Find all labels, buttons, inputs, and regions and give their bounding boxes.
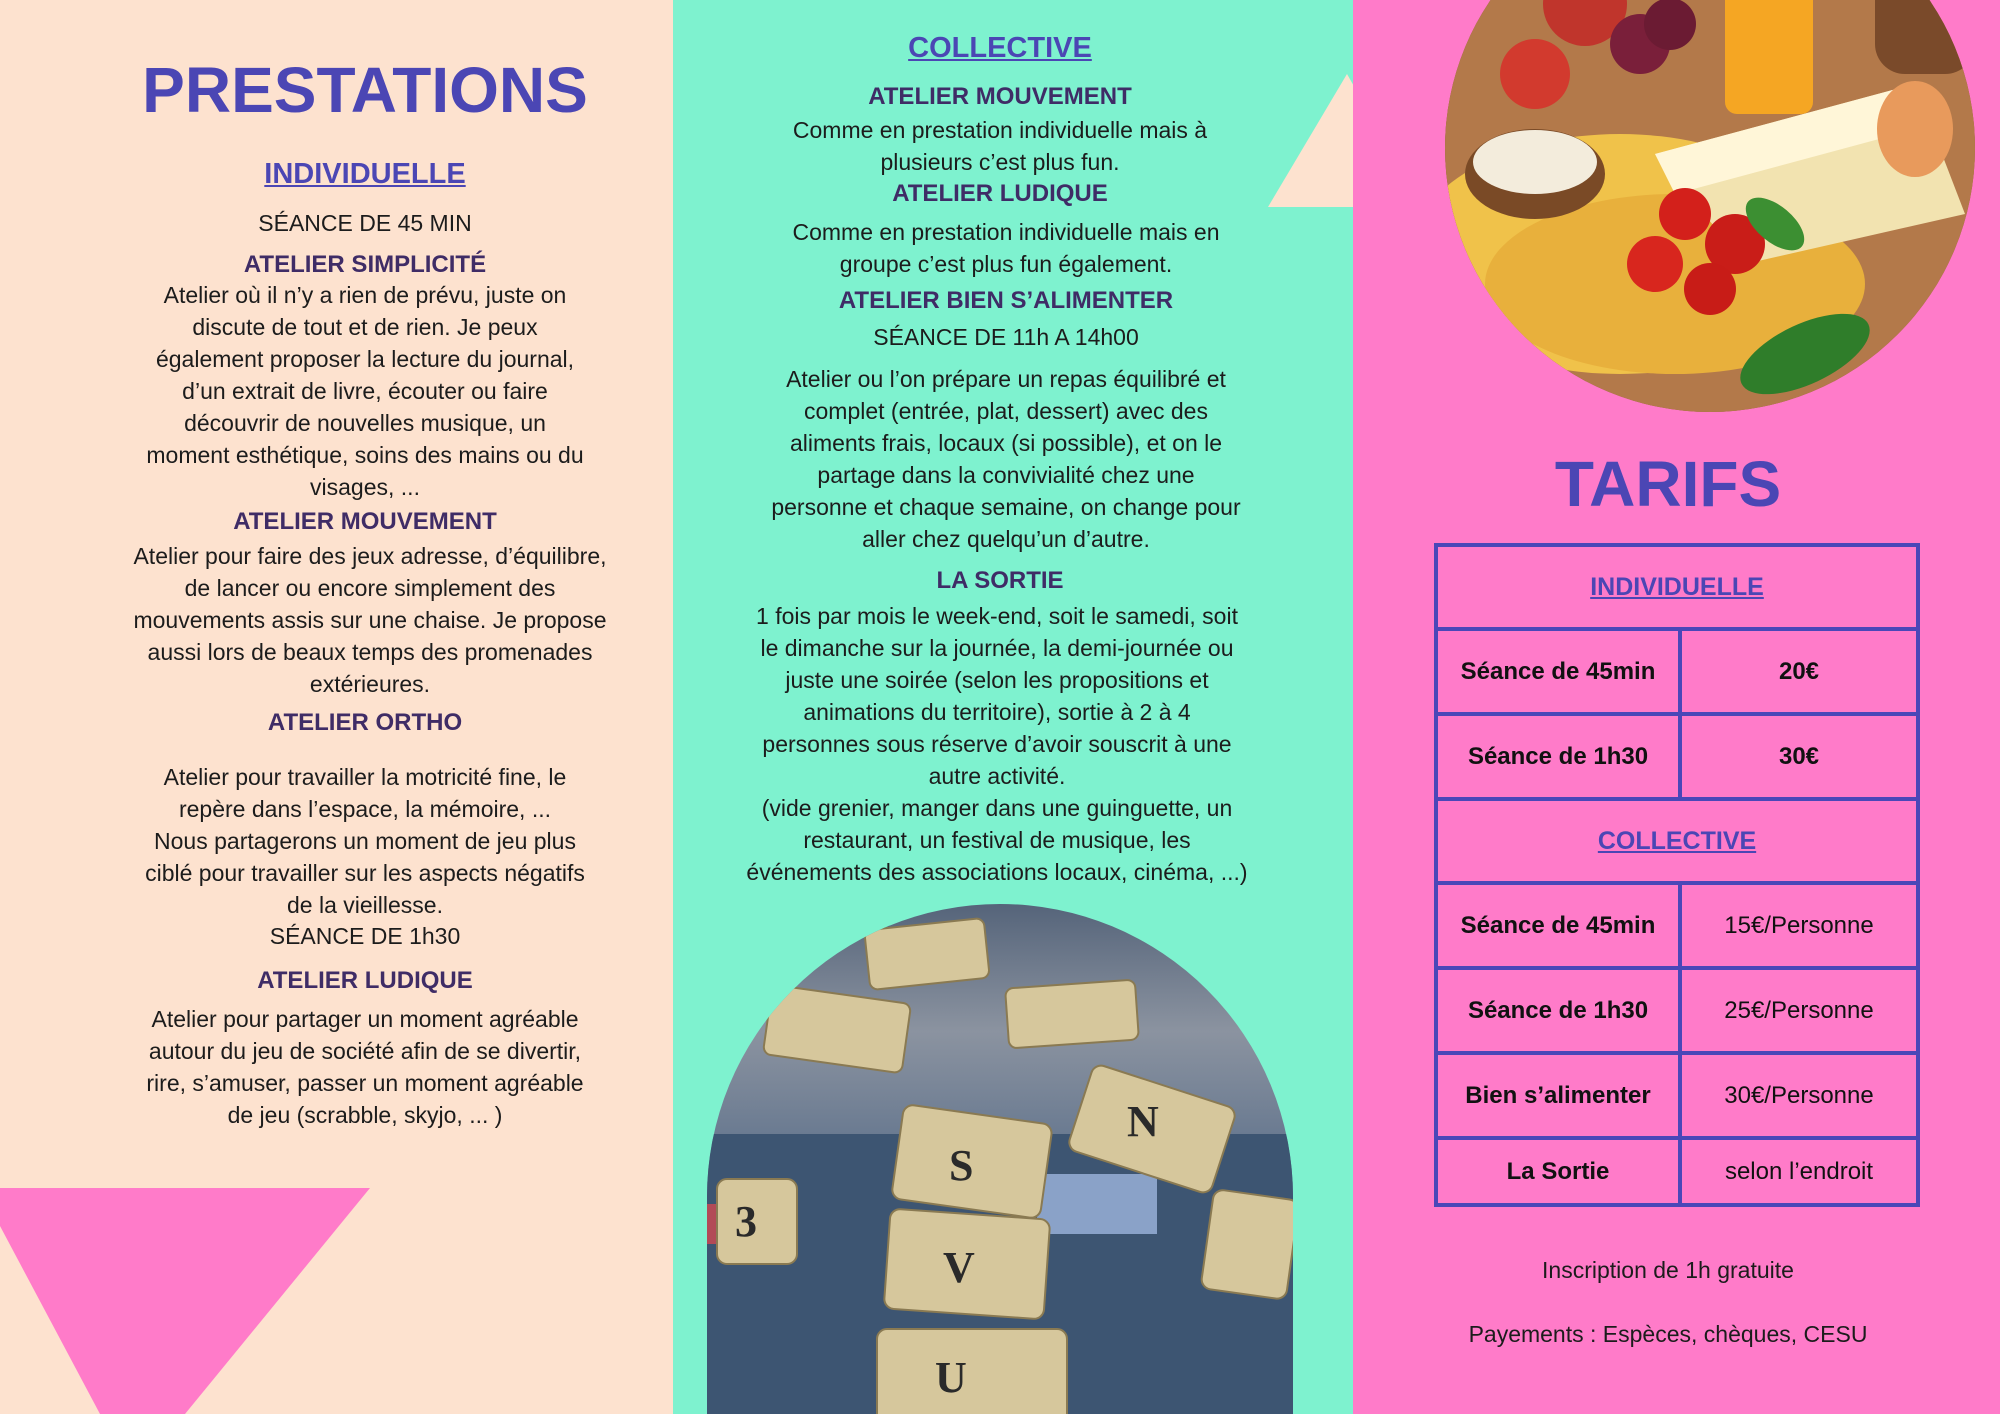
text-line: plusieurs c’est plus fun. — [880, 149, 1120, 175]
scrabble-tiles-illustration — [707, 904, 1293, 1414]
pink-triangle-decoration — [0, 1188, 370, 1414]
row-label: Séance de 1h30 — [1436, 714, 1680, 799]
text-line: groupe c’est plus fun également. — [839, 251, 1173, 277]
text-line: découvrir de nouvelles musique, un — [184, 410, 546, 436]
text-line: moment esthétique, soins des mains ou du — [146, 442, 584, 468]
table-header-cell — [1436, 545, 1918, 629]
text-line: Atelier pour travailler la motricité fine, le — [163, 764, 567, 790]
text-line: autre activité. — [928, 763, 1066, 789]
collective-ludique-text — [673, 216, 1339, 280]
text-line: complet (entrée, plat, dessert) avec des — [804, 398, 1208, 424]
text-line: extérieures. — [309, 671, 431, 697]
seance-1h30-label: SÉANCE DE 1h30 — [269, 923, 461, 949]
svg-text:S: S — [949, 1141, 974, 1190]
table-row — [1436, 714, 1918, 799]
text-line: également proposer la lecture du journal, — [155, 346, 575, 372]
tarifs-title: TARIFS — [1554, 448, 1782, 520]
row-label: Bien s’alimenter — [1436, 1053, 1680, 1138]
text-line: rire, s’amuser, passer un moment agréable — [146, 1070, 584, 1096]
row-price: 25€/Personne — [1680, 968, 1918, 1053]
collective-sortie-title: LA SORTIE — [936, 567, 1064, 594]
row-label: La Sortie — [1436, 1138, 1680, 1205]
text-line: Comme en prestation individuelle mais à — [792, 117, 1208, 143]
atelier-simplicite-text — [0, 279, 673, 503]
row-label: Séance de 45min — [1436, 629, 1680, 714]
text-line: Atelier où il n’y a rien de prévu, juste on — [163, 282, 567, 308]
atelier-ludique-text — [0, 1003, 673, 1131]
collective-ludique-title: ATELIER LUDIQUE — [892, 180, 1108, 207]
atelier-ludique-title: ATELIER LUDIQUE — [257, 967, 473, 994]
table-row — [1436, 799, 1918, 883]
text-line: discute de tout et de rien. Je peux — [192, 314, 538, 340]
text-line: de la vieillesse. — [287, 892, 443, 918]
panel-collective — [673, 0, 1353, 1414]
atelier-ortho-title: ATELIER ORTHO — [267, 709, 463, 736]
text-line: Comme en prestation individuelle mais en — [792, 219, 1220, 245]
text-line: ciblé pour travailler sur les aspects négatifs — [145, 860, 585, 886]
table-row — [1436, 1138, 1918, 1205]
svg-text:3: 3 — [735, 1197, 757, 1246]
table-row — [1436, 1053, 1918, 1138]
row-price: 30€ — [1680, 714, 1918, 799]
text-line: aller chez quelqu’un d’autre. — [862, 526, 1150, 552]
table-row — [1436, 968, 1918, 1053]
peach-triangle-decoration — [1268, 74, 1353, 208]
table-row — [1436, 545, 1918, 629]
tarifs-individuelle-header: INDIVIDUELLE — [1590, 572, 1764, 601]
tarifs-collective-header: COLLECTIVE — [1597, 826, 1757, 855]
collective-sortie-text — [673, 600, 1321, 888]
row-price: selon l’endroit — [1680, 1138, 1918, 1205]
text-line: (vide grenier, manger dans une guinguette, un — [761, 795, 1233, 821]
collective-alimenter-seance: SÉANCE DE 11h A 14h00 — [873, 324, 1139, 350]
row-label: Séance de 1h30 — [1436, 968, 1680, 1053]
page-title: PRESTATIONS — [142, 54, 588, 126]
svg-text:N: N — [1127, 1097, 1159, 1146]
svg-text:U: U — [935, 1353, 967, 1402]
text-line: de jeu (scrabble, skyjo, ... ) — [227, 1102, 503, 1128]
text-line: animations du territoire), sortie à 2 à 4 — [803, 699, 1191, 725]
atelier-mouvement-title: ATELIER MOUVEMENT — [233, 508, 497, 535]
text-line: Nous partagerons un moment de jeu plus — [154, 828, 576, 854]
text-line: repère dans l’espace, la mémoire, ... — [178, 796, 551, 822]
table-row — [1436, 629, 1918, 714]
text-line: d’un extrait de livre, écouter ou faire — [182, 378, 548, 404]
collective-alimenter-title: ATELIER BIEN S’ALIMENTER — [838, 287, 1174, 314]
scrabble-photo — [707, 904, 1293, 1414]
text-line: juste une soirée (selon les propositions et — [785, 667, 1209, 693]
text-line: Atelier pour partager un moment agréable — [151, 1006, 579, 1032]
text-line: de lancer ou encore simplement des — [184, 575, 556, 601]
collective-mouvement-text — [673, 114, 1327, 178]
text-line: personne et chaque semaine, on change pour — [771, 494, 1241, 520]
text-line: aliments frais, locaux (si possible), et on le — [789, 430, 1223, 456]
text-line: événements des associations locaux, cinéma, ...) — [746, 859, 1248, 885]
food-photo — [1445, 0, 1975, 412]
table-header-cell — [1436, 799, 1918, 883]
text-line: aussi lors de beaux temps des promenades — [147, 639, 593, 665]
text-line: Atelier ou l’on prépare un repas équilibré et — [786, 366, 1226, 392]
collective-alimenter-text — [673, 363, 1339, 555]
atelier-simplicite-title: ATELIER SIMPLICITÉ — [243, 251, 487, 278]
text-line: personnes sous réserve d’avoir souscrit à une — [762, 731, 1232, 757]
section-collective: COLLECTIVE — [908, 32, 1092, 64]
text-line: le dimanche sur la journée, la demi-journée ou — [760, 635, 1234, 661]
payements-note: Payements : Espèces, chèques, CESU — [1468, 1321, 1868, 1347]
row-price: 20€ — [1680, 629, 1918, 714]
text-line: autour du jeu de société afin de se divertir, — [148, 1038, 582, 1064]
text-line: Atelier pour faire des jeux adresse, d’équilibre, — [133, 543, 607, 569]
row-price: 15€/Personne — [1680, 883, 1918, 968]
food-illustration — [1445, 0, 1975, 412]
atelier-ortho-text — [0, 761, 673, 921]
text-line: visages, ... — [310, 474, 420, 500]
atelier-mouvement-text — [0, 540, 673, 700]
svg-text:V: V — [943, 1243, 975, 1292]
table-row — [1436, 883, 1918, 968]
row-price: 30€/Personne — [1680, 1053, 1918, 1138]
collective-mouvement-title: ATELIER MOUVEMENT — [868, 83, 1132, 110]
row-label: Séance de 45min — [1436, 883, 1680, 968]
text-line: restaurant, un festival de musique, les — [803, 827, 1191, 853]
section-individuelle: INDIVIDUELLE — [264, 158, 466, 190]
tarifs-table — [1434, 543, 1920, 1207]
text-line: mouvements assis sur une chaise. Je propose — [133, 607, 607, 633]
text-line: partage dans la convivialité chez une — [817, 462, 1195, 488]
text-line: 1 fois par mois le week-end, soit le samedi, soit — [756, 603, 1238, 629]
panel-prestations — [0, 0, 673, 1414]
inscription-note: Inscription de 1h gratuite — [1542, 1257, 1794, 1283]
seance-45-label: SÉANCE DE 45 MIN — [258, 210, 472, 236]
